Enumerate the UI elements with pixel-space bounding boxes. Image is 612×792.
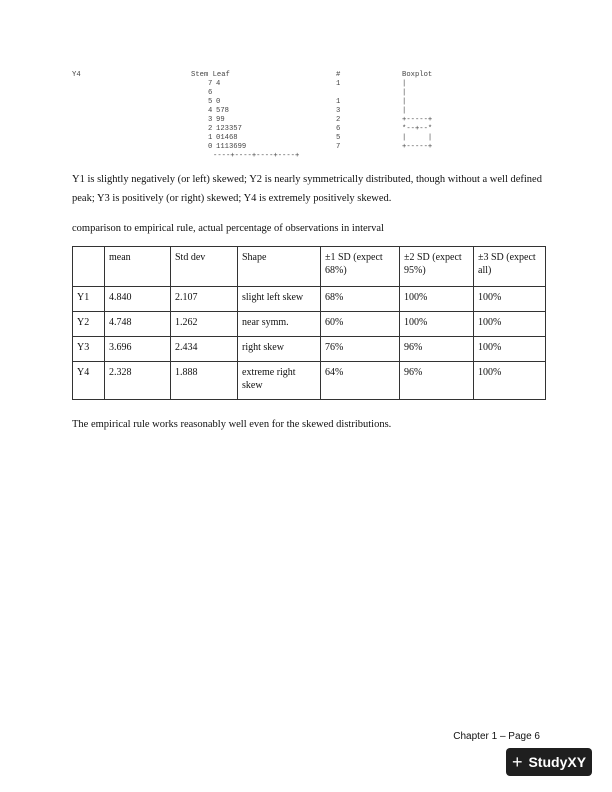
conclusion-paragraph: The empirical rule works reasonably well even for the skewed distributions. — [72, 419, 392, 430]
boxplot-segment: +-----+ — [402, 116, 433, 124]
badge-text: StudyXY — [528, 754, 587, 770]
table-cell: 4.840 — [105, 287, 171, 312]
table-cell: 3.696 — [105, 337, 171, 362]
header-cell: Std dev — [171, 247, 238, 287]
count-header: # — [336, 71, 341, 79]
stemplot-row — [72, 89, 407, 98]
table-cell: 4.748 — [105, 312, 171, 337]
skewness-paragraph: Y1 is slightly negatively (or left) skewed; Y2 is nearly symmetrically distributed, though without a well defined peak; Y3 is positively (or right) skewed; Y4 is extremely positively skewed. — [72, 174, 542, 204]
plus-icon: + — [511, 751, 523, 772]
table-row — [73, 337, 546, 362]
boxplot-header: Boxplot — [402, 71, 433, 79]
table-cell: 64% — [321, 362, 400, 400]
table-caption: comparison to empirical rule, actual percentage of observations in interval — [72, 223, 384, 234]
row-label-cell: Y2 — [73, 312, 105, 337]
table-cell: 2.107 — [171, 287, 238, 312]
leaf-digits: 0 — [216, 98, 221, 106]
table-cell: 100% — [400, 287, 474, 312]
leaf-count: 3 — [336, 107, 341, 115]
table-cell: 100% — [474, 312, 546, 337]
boxplot-segment: | | — [402, 134, 433, 142]
stemplot-row — [72, 98, 407, 107]
table-cell: slight left skew — [238, 287, 321, 312]
stem-value: 4 — [208, 107, 213, 115]
table-cell: extreme right skew — [238, 362, 321, 400]
table-cell: 76% — [321, 337, 400, 362]
leaf-count: 1 — [336, 80, 341, 88]
stem-value: 2 — [208, 125, 213, 133]
boxplot-segment: *--+--* — [402, 125, 433, 133]
stemplot-row — [72, 116, 433, 125]
header-cell: ±1 SD (expect 68%) — [321, 247, 400, 287]
leaf-digits: 578 — [216, 107, 229, 115]
table-row — [73, 362, 546, 400]
table-cell: 2.328 — [105, 362, 171, 400]
boxplot-segment: | — [402, 98, 407, 106]
variable-label: Y4 — [72, 71, 81, 79]
row-label-cell: Y3 — [73, 337, 105, 362]
table-cell: 1.262 — [171, 312, 238, 337]
boxplot-segment: | — [402, 80, 407, 88]
stemplot-row — [72, 80, 407, 89]
table-cell: 96% — [400, 337, 474, 362]
stem-value: 1 — [208, 134, 213, 142]
table-cell: 96% — [400, 362, 474, 400]
table-cell: 1.888 — [171, 362, 238, 400]
table-cell: near symm. — [238, 312, 321, 337]
table-header-row — [73, 247, 546, 287]
leaf-count: 2 — [336, 116, 341, 124]
stemplot-axis-row — [72, 152, 300, 161]
table-cell: 100% — [474, 362, 546, 400]
leaf-count: 7 — [336, 143, 341, 151]
stemplot-row — [72, 134, 433, 143]
stemplot-rows — [72, 80, 433, 152]
table-cell: 2.434 — [171, 337, 238, 362]
leaf-count: 5 — [336, 134, 341, 142]
table-cell: 100% — [400, 312, 474, 337]
page-footer: Chapter 1 – Page 6 — [453, 731, 540, 742]
stem-value: 6 — [208, 89, 213, 97]
stemplot-header — [72, 71, 433, 80]
table-body — [73, 287, 546, 400]
header-cell: ±3 SD (expect all) — [474, 247, 546, 287]
stem-leaf-plot — [72, 71, 433, 161]
leaf-digits: 99 — [216, 116, 225, 124]
stem-value: 3 — [208, 116, 213, 124]
stemplot-row — [72, 107, 407, 116]
header-cell: ±2 SD (expect 95%) — [400, 247, 474, 287]
leaf-digits: 4 — [216, 80, 221, 88]
stem-leaf-header: Stem Leaf — [191, 71, 230, 79]
header-cell: Shape — [238, 247, 321, 287]
header-cell: mean — [105, 247, 171, 287]
leaf-digits: 01468 — [216, 134, 238, 142]
stemplot-row — [72, 143, 433, 152]
leaf-digits: 123357 — [216, 125, 242, 133]
row-label-cell: Y4 — [73, 362, 105, 400]
boxplot-segment: +-----+ — [402, 143, 433, 151]
boxplot-segment: | — [402, 89, 407, 97]
table-row — [73, 287, 546, 312]
boxplot-segment: | — [402, 107, 407, 115]
table-cell: 60% — [321, 312, 400, 337]
table-cell: 100% — [474, 337, 546, 362]
header-cell — [73, 247, 105, 287]
table-cell: 68% — [321, 287, 400, 312]
stem-value: 5 — [208, 98, 213, 106]
stemplot-row — [72, 125, 433, 134]
stem-value: 7 — [208, 80, 213, 88]
studyxy-logo-badge — [506, 748, 592, 776]
leaf-digits: 1113699 — [216, 143, 247, 151]
row-label-cell: Y1 — [73, 287, 105, 312]
table-cell: right skew — [238, 337, 321, 362]
stem-value: 0 — [208, 143, 213, 151]
leaf-count: 6 — [336, 125, 341, 133]
table-cell: 100% — [474, 287, 546, 312]
stemplot-axis: ----+----+----+----+ — [213, 152, 300, 160]
empirical-rule-table — [72, 246, 546, 400]
leaf-count: 1 — [336, 98, 341, 106]
table-row — [73, 312, 546, 337]
